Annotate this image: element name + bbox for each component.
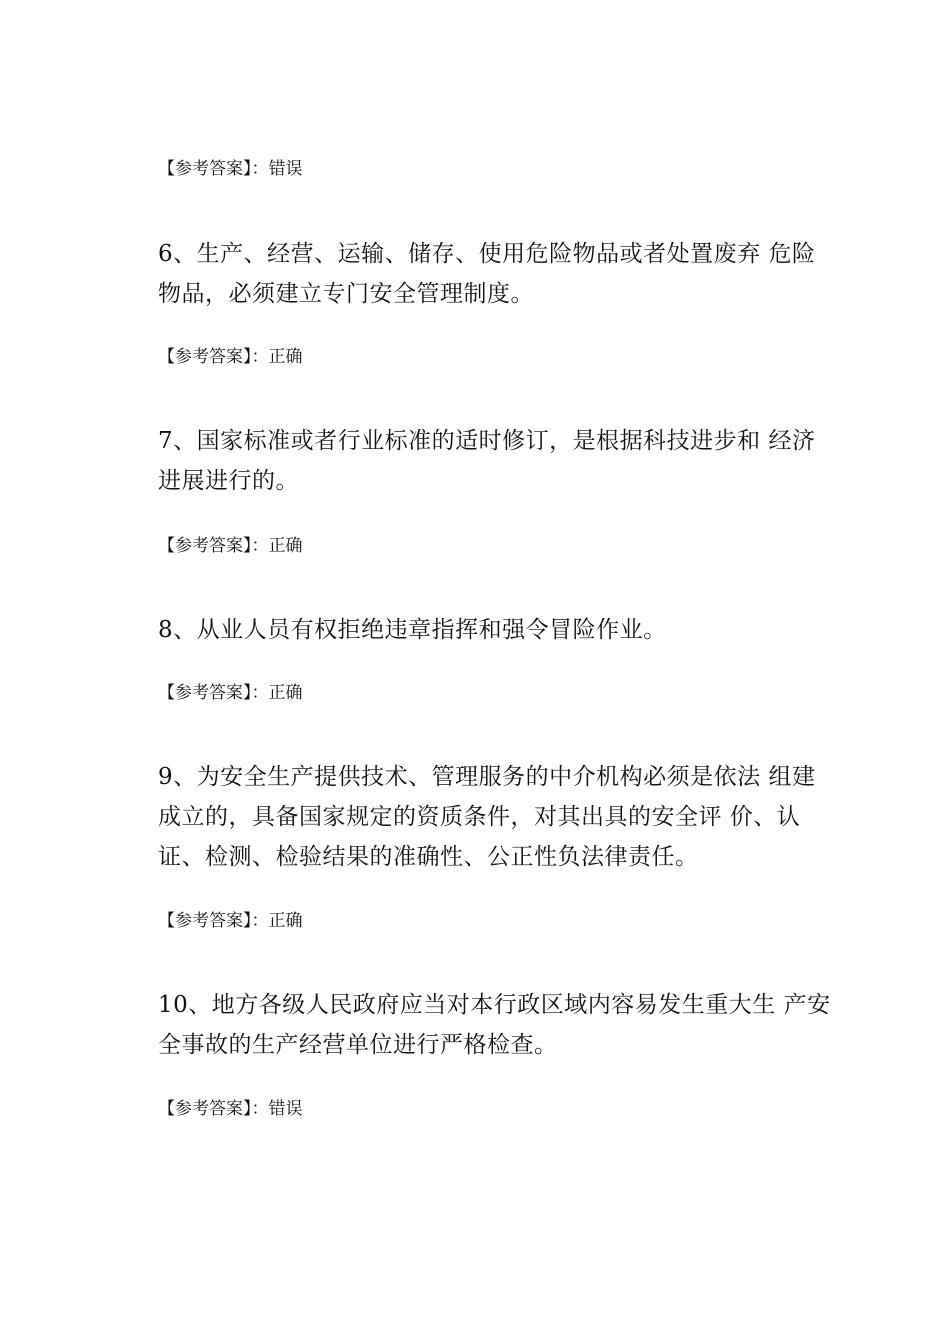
question-8 xyxy=(158,610,858,650)
question-line: 8、从业人员有权拒绝违章指挥和强令冒险作业。 xyxy=(158,617,667,643)
answer-value: 正确 xyxy=(268,347,303,367)
question-6 xyxy=(158,234,858,314)
answer-label: 【参考答案】： xyxy=(158,347,269,367)
question-line: 证、检测、检验结果的准确性、公正性负法律责任。 xyxy=(158,844,699,870)
question-line: 进展进行的。 xyxy=(158,468,299,494)
question-line: 9、为安全生产提供技术、管理服务的中介机构必须是依法 组建 xyxy=(158,764,816,790)
answer-value: 正确 xyxy=(268,911,303,931)
answer-line xyxy=(158,682,303,704)
answer-line xyxy=(158,158,303,180)
answer-line xyxy=(158,910,303,932)
answer-label: 【参考答案】： xyxy=(158,159,269,179)
question-line: 物品，必须建立专门安全管理制度。 xyxy=(158,281,534,307)
answer-line xyxy=(158,346,303,368)
question-7 xyxy=(158,421,858,501)
answer-label: 【参考答案】： xyxy=(158,683,269,703)
question-line: 6、生产、经营、运输、储存、使用危险物品或者处置废弃 危险 xyxy=(158,241,816,267)
question-line: 全事故的生产经营单位进行严格检查。 xyxy=(158,1032,558,1058)
answer-line xyxy=(158,535,303,557)
question-line: 7、国家标准或者行业标准的适时修订，是根据科技进步和 经济 xyxy=(158,428,816,454)
question-line: 成立的，具备国家规定的资质条件，对其出具的安全评 价、认 xyxy=(158,804,801,830)
answer-value: 错误 xyxy=(268,159,303,179)
answer-label: 【参考答案】： xyxy=(158,536,269,556)
answer-line xyxy=(158,1098,303,1120)
answer-value: 错误 xyxy=(268,1099,303,1119)
answer-label: 【参考答案】： xyxy=(158,1099,269,1119)
answer-label: 【参考答案】： xyxy=(158,911,269,931)
answer-value: 正确 xyxy=(268,536,303,556)
question-10 xyxy=(158,985,858,1065)
answer-value: 正确 xyxy=(268,683,303,703)
question-9 xyxy=(158,757,858,877)
question-line: 10、地方各级人民政府应当对本行政区域内容易发生重大生 产安 xyxy=(158,992,831,1018)
